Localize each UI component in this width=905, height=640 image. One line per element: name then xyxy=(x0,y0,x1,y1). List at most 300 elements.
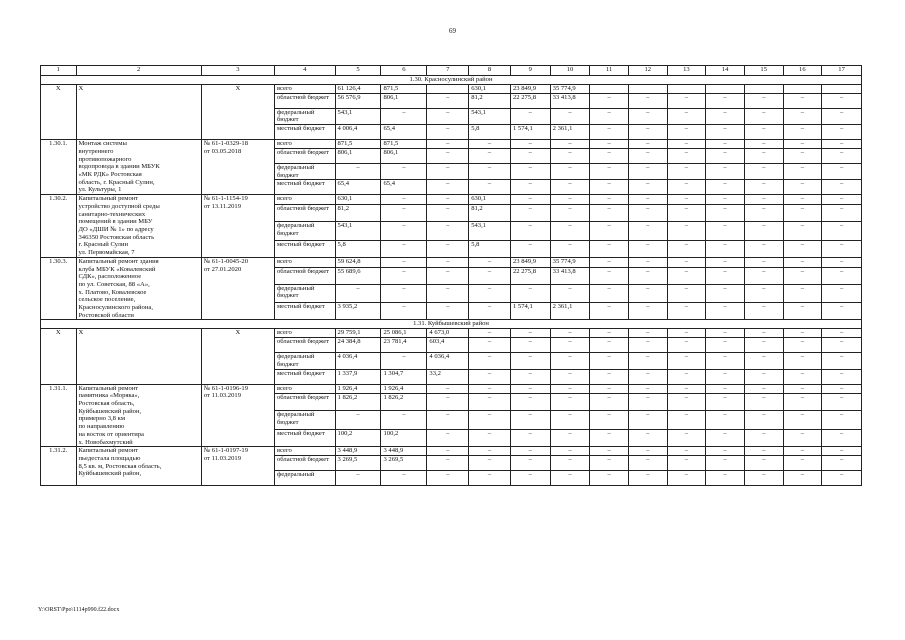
amount-cell: – xyxy=(550,180,590,195)
amount-cell: – xyxy=(783,125,822,140)
amount-cell: – xyxy=(510,163,550,179)
amount-cell: – xyxy=(510,180,550,195)
amount-cell: 1 304,7 xyxy=(381,369,427,384)
amount-cell: – xyxy=(783,195,822,205)
amount-cell: – xyxy=(628,148,667,163)
amount-cell: – xyxy=(783,470,822,485)
amount-cell: – xyxy=(628,205,667,222)
funding-source: местный бюджет xyxy=(274,369,335,384)
amount-cell: – xyxy=(469,353,511,369)
amount-cell: – xyxy=(427,430,469,447)
amount-cell: 3 935,2 xyxy=(335,303,381,320)
amount-cell: – xyxy=(628,430,667,447)
amount-cell: – xyxy=(590,140,629,149)
amount-cell: – xyxy=(706,470,745,485)
amount-cell: – xyxy=(667,108,706,124)
amount-cell: – xyxy=(381,470,427,485)
amount-cell: 55 689,6 xyxy=(335,267,381,284)
amount-cell: – xyxy=(590,369,629,384)
amount-cell: – xyxy=(628,338,667,353)
funding-source: местный бюджет xyxy=(274,303,335,320)
amount-cell: – xyxy=(667,205,706,222)
amount-cell: 4 006,4 xyxy=(335,125,381,140)
amount-cell: – xyxy=(628,267,667,284)
amount-cell: – xyxy=(427,240,469,257)
amount-cell: – xyxy=(822,303,862,320)
amount-cell: 81,2 xyxy=(335,205,381,222)
amount-cell: 806,1 xyxy=(381,148,427,163)
amount-cell: – xyxy=(628,140,667,149)
amount-cell: – xyxy=(381,108,427,124)
amount-cell: – xyxy=(427,411,469,430)
amount-cell: – xyxy=(706,148,745,163)
amount-cell: – xyxy=(628,163,667,179)
section-title-row xyxy=(41,320,862,329)
amount-cell: – xyxy=(744,257,783,267)
amount-cell: – xyxy=(427,384,469,394)
amount-cell: – xyxy=(628,240,667,257)
amount-cell: – xyxy=(706,93,745,108)
amount-cell: – xyxy=(590,447,629,456)
amount-cell: – xyxy=(667,411,706,430)
amount-cell: – xyxy=(427,108,469,124)
amount-cell: – xyxy=(510,455,550,470)
amount-cell: – xyxy=(427,257,469,267)
amount-cell: – xyxy=(783,205,822,222)
amount-cell: – xyxy=(783,369,822,384)
amount-cell: – xyxy=(744,338,783,353)
amount-cell: 3 269,5 xyxy=(335,455,381,470)
amount-cell: 3 269,5 xyxy=(381,455,427,470)
amount-cell xyxy=(706,85,745,94)
amount-cell: – xyxy=(469,148,511,163)
amount-cell: – xyxy=(628,303,667,320)
amount-cell: 630,1 xyxy=(469,85,511,94)
amount-cell: 100,2 xyxy=(381,430,427,447)
amount-cell: – xyxy=(744,93,783,108)
amount-cell xyxy=(628,85,667,94)
amount-cell: – xyxy=(590,240,629,257)
amount-cell: – xyxy=(744,205,783,222)
amount-cell: – xyxy=(469,384,511,394)
amount-cell: – xyxy=(822,284,862,303)
amount-cell: – xyxy=(590,195,629,205)
funding-source: областной бюджет xyxy=(274,148,335,163)
amount-cell: 630,1 xyxy=(335,195,381,205)
amount-cell: – xyxy=(550,108,590,124)
amount-cell: – xyxy=(590,430,629,447)
amount-cell: – xyxy=(667,222,706,241)
amount-cell: – xyxy=(667,240,706,257)
amount-cell: 81,2 xyxy=(469,93,511,108)
amount-cell: – xyxy=(744,329,783,338)
amount-cell: – xyxy=(706,384,745,394)
amount-cell: 543,1 xyxy=(335,108,381,124)
amount-cell: – xyxy=(590,329,629,338)
amount-cell: – xyxy=(783,140,822,149)
amount-cell: – xyxy=(335,163,381,179)
amount-cell: – xyxy=(469,411,511,430)
amount-cell: 33,2 xyxy=(427,369,469,384)
row-number: 1.30.1. xyxy=(41,140,77,195)
amount-cell: – xyxy=(381,222,427,241)
amount-cell: – xyxy=(822,430,862,447)
amount-cell: – xyxy=(628,470,667,485)
funding-source: федеральный бюджет xyxy=(274,222,335,241)
amount-cell: – xyxy=(469,430,511,447)
amount-cell: – xyxy=(469,329,511,338)
row-number: 1.31.1. xyxy=(41,384,77,447)
row-number: 1.31.2. xyxy=(41,447,77,486)
amount-cell: – xyxy=(783,411,822,430)
table-row xyxy=(41,384,862,394)
amount-cell: – xyxy=(510,369,550,384)
amount-cell: – xyxy=(510,384,550,394)
amount-cell: – xyxy=(744,195,783,205)
amount-cell: – xyxy=(469,338,511,353)
amount-cell: – xyxy=(822,148,862,163)
amount-cell: – xyxy=(550,338,590,353)
amount-cell: – xyxy=(667,338,706,353)
amount-cell: – xyxy=(667,140,706,149)
amount-cell: 100,2 xyxy=(335,430,381,447)
amount-cell: – xyxy=(706,163,745,179)
amount-cell: – xyxy=(510,222,550,241)
amount-cell: 1 574,1 xyxy=(510,303,550,320)
amount-cell xyxy=(667,85,706,94)
section-title-row xyxy=(41,76,862,85)
section-title: 1.31. Куйбышевский район xyxy=(41,320,862,329)
amount-cell: – xyxy=(427,163,469,179)
amount-cell: – xyxy=(706,447,745,456)
amount-cell: – xyxy=(667,329,706,338)
funding-source: местный бюджет xyxy=(274,125,335,140)
amount-cell: – xyxy=(783,430,822,447)
amount-cell: – xyxy=(427,303,469,320)
amount-cell: – xyxy=(628,411,667,430)
amount-cell: – xyxy=(510,329,550,338)
amount-cell: – xyxy=(590,411,629,430)
column-header: 16 xyxy=(783,66,822,76)
amount-cell: – xyxy=(667,470,706,485)
amount-cell: – xyxy=(590,455,629,470)
amount-cell: – xyxy=(381,240,427,257)
amount-cell: – xyxy=(783,93,822,108)
amount-cell: – xyxy=(427,205,469,222)
amount-cell: 22 275,8 xyxy=(510,93,550,108)
amount-cell: – xyxy=(550,394,590,411)
amount-cell: – xyxy=(744,180,783,195)
amount-cell: 543,1 xyxy=(469,222,511,241)
amount-cell: 2 361,1 xyxy=(550,303,590,320)
amount-cell: – xyxy=(590,284,629,303)
amount-cell: 29 759,1 xyxy=(335,329,381,338)
amount-cell: – xyxy=(590,108,629,124)
amount-cell: – xyxy=(744,384,783,394)
amount-cell: – xyxy=(667,148,706,163)
amount-cell: – xyxy=(590,257,629,267)
amount-cell: – xyxy=(706,257,745,267)
amount-cell: 5,8 xyxy=(469,240,511,257)
amount-cell: – xyxy=(427,125,469,140)
amount-cell: – xyxy=(510,284,550,303)
amount-cell: – xyxy=(550,205,590,222)
funding-source: местный бюджет xyxy=(274,240,335,257)
amount-cell: – xyxy=(590,384,629,394)
amount-cell: 23 849,9 xyxy=(510,85,550,94)
funding-source: федеральный бюджет xyxy=(274,411,335,430)
amount-cell: – xyxy=(744,148,783,163)
amount-cell: – xyxy=(744,353,783,369)
amount-cell: 603,4 xyxy=(427,338,469,353)
amount-cell: – xyxy=(510,195,550,205)
amount-cell: – xyxy=(381,267,427,284)
amount-cell: 871,5 xyxy=(381,140,427,149)
funding-source: областной бюджет xyxy=(274,93,335,108)
amount-cell: – xyxy=(550,148,590,163)
amount-cell: – xyxy=(706,329,745,338)
funding-source: всего xyxy=(274,195,335,205)
amount-cell: – xyxy=(550,222,590,241)
amount-cell: 23 781,4 xyxy=(381,338,427,353)
amount-cell: – xyxy=(590,303,629,320)
amount-cell: 24 384,8 xyxy=(335,338,381,353)
amount-cell: – xyxy=(667,195,706,205)
amount-cell: – xyxy=(706,284,745,303)
funding-source: федеральный бюджет xyxy=(274,108,335,124)
amount-cell xyxy=(427,85,469,94)
amount-cell: – xyxy=(667,125,706,140)
amount-cell: – xyxy=(822,140,862,149)
amount-cell: – xyxy=(822,353,862,369)
amount-cell: 1 826,2 xyxy=(335,394,381,411)
amount-cell: – xyxy=(550,240,590,257)
funding-source: всего xyxy=(274,384,335,394)
amount-cell: – xyxy=(550,411,590,430)
permit-document: Х xyxy=(201,329,274,384)
amount-cell: – xyxy=(706,205,745,222)
permit-document: № 61-1-1154-19 от 13.11.2019 xyxy=(201,195,274,258)
amount-cell: 630,1 xyxy=(469,195,511,205)
amount-cell: – xyxy=(510,338,550,353)
amount-cell: 22 275,8 xyxy=(510,267,550,284)
funding-source: всего xyxy=(274,329,335,338)
object-name: Х xyxy=(76,85,201,140)
amount-cell: 3 448,9 xyxy=(335,447,381,456)
amount-cell: – xyxy=(590,470,629,485)
funding-source: федеральный бюджет xyxy=(274,353,335,369)
amount-cell: – xyxy=(381,195,427,205)
funding-source: местный бюджет xyxy=(274,430,335,447)
amount-cell: – xyxy=(628,108,667,124)
amount-cell: – xyxy=(706,430,745,447)
amount-cell: – xyxy=(550,430,590,447)
column-header: 2 xyxy=(76,66,201,76)
amount-cell: – xyxy=(628,93,667,108)
column-header: 14 xyxy=(706,66,745,76)
amount-cell: – xyxy=(744,267,783,284)
amount-cell: – xyxy=(550,329,590,338)
permit-document: Х xyxy=(201,85,274,140)
column-header: 7 xyxy=(427,66,469,76)
amount-cell: – xyxy=(822,205,862,222)
amount-cell: 1 574,1 xyxy=(510,125,550,140)
amount-cell: – xyxy=(783,163,822,179)
amount-cell: – xyxy=(822,369,862,384)
amount-cell: – xyxy=(427,180,469,195)
amount-cell: – xyxy=(590,93,629,108)
amount-cell xyxy=(590,85,629,94)
amount-cell: – xyxy=(628,222,667,241)
amount-cell: – xyxy=(381,284,427,303)
funding-source: областной бюджет xyxy=(274,394,335,411)
amount-cell: – xyxy=(822,257,862,267)
amount-cell: – xyxy=(667,93,706,108)
amount-cell: – xyxy=(667,353,706,369)
amount-cell xyxy=(783,85,822,94)
amount-cell: – xyxy=(510,411,550,430)
row-number: 1.30.2. xyxy=(41,195,77,258)
column-header: 12 xyxy=(628,66,667,76)
amount-cell: – xyxy=(783,284,822,303)
amount-cell: – xyxy=(550,369,590,384)
amount-cell: – xyxy=(744,240,783,257)
amount-cell: – xyxy=(706,222,745,241)
funding-source: всего xyxy=(274,447,335,456)
amount-cell: – xyxy=(783,267,822,284)
row-number: 1.30.3. xyxy=(41,257,77,320)
amount-cell: – xyxy=(427,267,469,284)
amount-cell: – xyxy=(706,125,745,140)
amount-cell: – xyxy=(628,384,667,394)
amount-cell: – xyxy=(469,180,511,195)
amount-cell: – xyxy=(590,180,629,195)
amount-cell: – xyxy=(822,240,862,257)
amount-cell: – xyxy=(628,329,667,338)
amount-cell: – xyxy=(590,222,629,241)
amount-cell: – xyxy=(510,148,550,163)
amount-cell: – xyxy=(667,455,706,470)
amount-cell: – xyxy=(706,108,745,124)
amount-cell: – xyxy=(628,284,667,303)
amount-cell: – xyxy=(783,148,822,163)
amount-cell: – xyxy=(628,257,667,267)
amount-cell: – xyxy=(427,140,469,149)
amount-cell: 543,1 xyxy=(335,222,381,241)
amount-cell: 61 126,4 xyxy=(335,85,381,94)
amount-cell: – xyxy=(628,447,667,456)
amount-cell: 81,2 xyxy=(469,205,511,222)
amount-cell: – xyxy=(744,447,783,456)
footer-file-path: Y:\ORST\Ppo\1114p990.f22.docx xyxy=(38,607,120,613)
amount-cell: – xyxy=(744,108,783,124)
amount-cell: 5,8 xyxy=(335,240,381,257)
column-header: 9 xyxy=(510,66,550,76)
amount-cell: – xyxy=(783,329,822,338)
amount-cell: – xyxy=(469,303,511,320)
amount-cell: – xyxy=(427,284,469,303)
amount-cell: – xyxy=(469,163,511,179)
amount-cell: 543,1 xyxy=(469,108,511,124)
amount-cell xyxy=(744,85,783,94)
amount-cell: – xyxy=(822,195,862,205)
funding-source: местный бюджет xyxy=(274,180,335,195)
funding-source: федеральный бюджет xyxy=(274,163,335,179)
amount-cell: – xyxy=(822,411,862,430)
column-header: 11 xyxy=(590,66,629,76)
amount-cell: 65,4 xyxy=(381,180,427,195)
amount-cell: 806,1 xyxy=(335,148,381,163)
amount-cell: – xyxy=(628,353,667,369)
amount-cell: 35 774,9 xyxy=(550,257,590,267)
object-name: Капитальный ремонт памятника «Моряка», Ростовская область, Куйбышевский район, примерно 3,8 км по направлению на восток от ориентира х. Новобахмутский xyxy=(76,384,201,447)
amount-cell: – xyxy=(744,369,783,384)
amount-cell: – xyxy=(381,411,427,430)
amount-cell: 2 361,1 xyxy=(550,125,590,140)
amount-cell: – xyxy=(744,430,783,447)
amount-cell: – xyxy=(706,455,745,470)
funding-source: всего xyxy=(274,140,335,149)
amount-cell: – xyxy=(469,394,511,411)
amount-cell: – xyxy=(783,447,822,456)
table-row xyxy=(41,140,862,149)
amount-cell: – xyxy=(706,267,745,284)
amount-cell: – xyxy=(744,394,783,411)
amount-cell: – xyxy=(510,140,550,149)
funding-source: областной бюджет xyxy=(274,455,335,470)
amount-cell: – xyxy=(550,455,590,470)
amount-cell: – xyxy=(469,455,511,470)
amount-cell: – xyxy=(744,455,783,470)
amount-cell: – xyxy=(706,240,745,257)
amount-cell: 35 774,9 xyxy=(550,85,590,94)
amount-cell: 871,5 xyxy=(335,140,381,149)
object-name: Капитальный ремонт устройство доступной среды санитарно-технических помещений в здании МБУ ДО «ДШИ № 1» по адресу 346350 Ростовская область г. Красный Сулин ул. Первомайская, 7 xyxy=(76,195,201,258)
amount-cell: 871,5 xyxy=(381,85,427,94)
amount-cell: – xyxy=(335,411,381,430)
amount-cell: – xyxy=(706,303,745,320)
amount-cell: 65,4 xyxy=(335,180,381,195)
amount-cell: 65,4 xyxy=(381,125,427,140)
object-name: Капитальный ремонт пьедестала площадью 8,5 кв. м, Ростовская область, Куйбышевский район, xyxy=(76,447,201,486)
amount-cell: – xyxy=(667,163,706,179)
amount-cell: – xyxy=(590,267,629,284)
column-header: 6 xyxy=(381,66,427,76)
amount-cell: – xyxy=(469,447,511,456)
column-header: 13 xyxy=(667,66,706,76)
object-name: Х xyxy=(76,329,201,384)
amount-cell: – xyxy=(706,180,745,195)
amount-cell: – xyxy=(381,205,427,222)
amount-cell: – xyxy=(590,394,629,411)
amount-cell: – xyxy=(744,163,783,179)
amount-cell: – xyxy=(783,394,822,411)
amount-cell: – xyxy=(427,394,469,411)
amount-cell: – xyxy=(510,108,550,124)
amount-cell: – xyxy=(822,163,862,179)
amount-cell: – xyxy=(427,470,469,485)
amount-cell: – xyxy=(706,140,745,149)
amount-cell: – xyxy=(550,447,590,456)
amount-cell: – xyxy=(628,369,667,384)
amount-cell: – xyxy=(822,470,862,485)
amount-cell: – xyxy=(381,303,427,320)
amount-cell: – xyxy=(628,125,667,140)
column-header: 1 xyxy=(41,66,77,76)
amount-cell: 56 576,9 xyxy=(335,93,381,108)
funding-source: областной бюджет xyxy=(274,267,335,284)
amount-cell: – xyxy=(822,93,862,108)
